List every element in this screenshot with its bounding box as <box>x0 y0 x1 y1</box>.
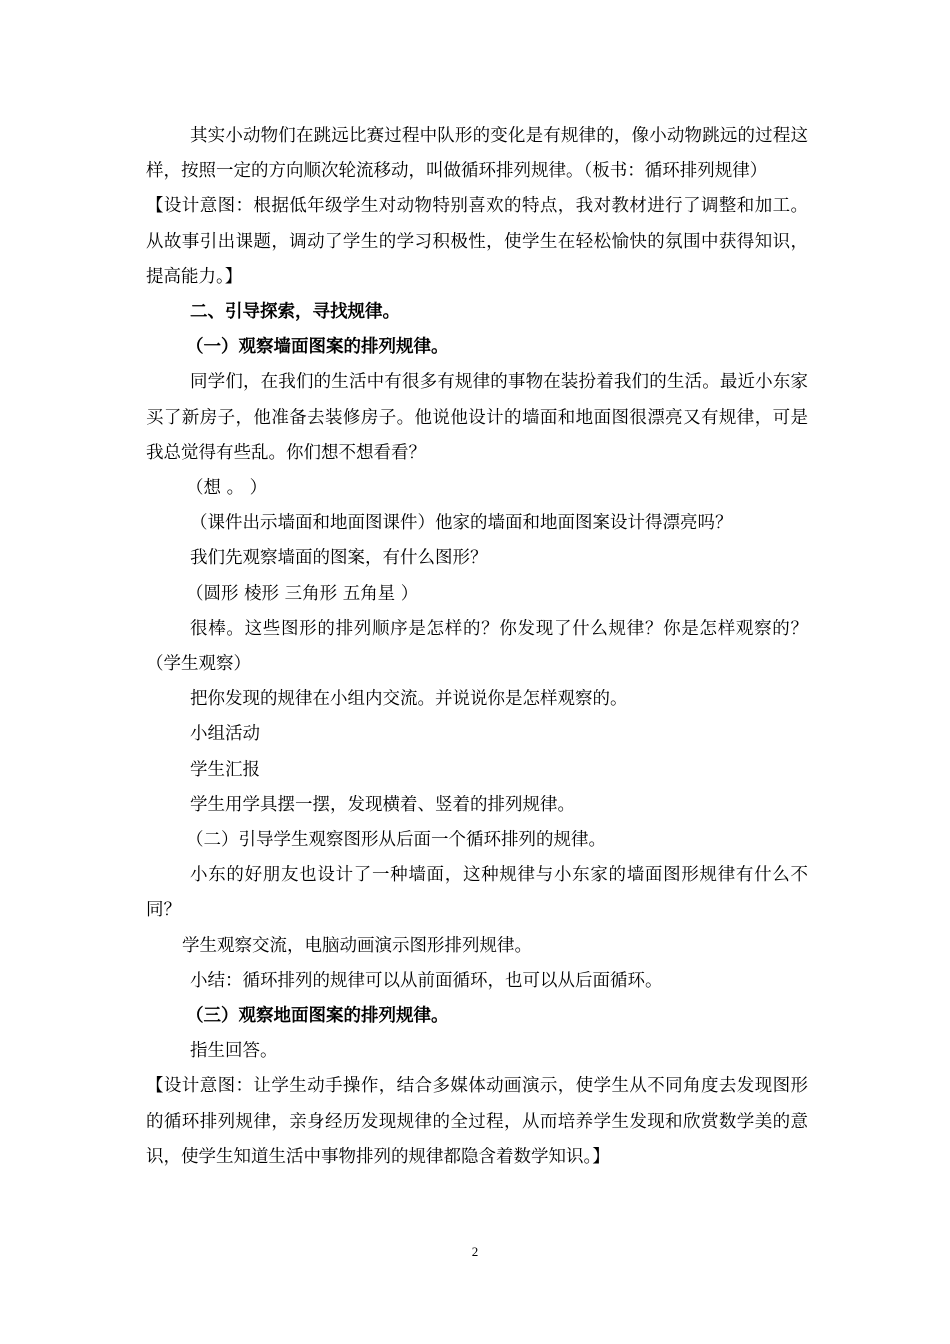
paragraph-design-intent-2: 【设计意图：让学生动手操作，结合多媒体动画演示，使学生从不同角度去发现图形的循环排列规律，亲身经历发现规律的全过程，从而培养学生发现和欣赏数学美的意识，使学生知道生活中事物排列的规律都隐含着数学知识。】 <box>146 1076 808 1167</box>
paragraph-intro: 同学们，在我们的生活中有很多有规律的事物在装扮着我们的生活。最近小东家买了新房子，他准备去装修房子。他说他设计的墙面和地面图很漂亮又有规律，可是我总觉得有些乱。你们想不想看看？ <box>146 372 808 463</box>
page-number: 2 <box>471 1244 479 1259</box>
paragraph-cycle-rule: 其实小动物们在跳远比赛过程中队形的变化是有规律的，像小动物跳远的过程这样，按照一定的方向顺次轮流移动，叫做循环排列规律。（板书：循环排列规律） <box>146 126 808 182</box>
subsection-heading-2: （二）引导学生观察图形从后面一个循环排列的规律。 <box>186 830 606 851</box>
paragraph-observe-wall: 我们先观察墙面的图案，有什么图形？ <box>190 548 488 569</box>
paragraph-shapes-answer: （圆形 棱形 三角形 五角星 ） <box>186 583 419 604</box>
paragraph-friend-design: 小东的好朋友也设计了一种墙面，这种规律与小东家的墙面图形规律有什么不同？ <box>146 865 808 921</box>
paragraph-group-share: 把你发现的规律在小组内交流。并说说你是怎样观察的。 <box>190 689 628 710</box>
paragraph-order-question: 很棒。这些图形的排列顺序是怎样的？你发现了什么规律？你是怎样观察的？（学生观察） <box>146 618 808 675</box>
subsection-heading-1: （一）观察墙面图案的排列规律。 <box>186 337 449 358</box>
section-heading-2: 二、引导探索，寻找规律。 <box>190 302 400 323</box>
paragraph-answer: 指生回答。 <box>190 1041 278 1062</box>
subsection-heading-3: （三）观察地面图案的排列规律。 <box>186 1006 449 1027</box>
paragraph-group-activity: 小组活动 <box>190 724 260 745</box>
paragraph-student-report: 学生汇报 <box>190 759 260 780</box>
paragraph-summary: 小结：循环排列的规律可以从前面循环，也可以从后面循环。 <box>190 970 663 991</box>
paragraph-answer-want: （想 。 ） <box>186 478 268 499</box>
paragraph-courseware: （课件出示墙面和地面图课件）他家的墙面和地面图案设计得漂亮吗？ <box>190 513 733 534</box>
paragraph-animation: 学生观察交流，电脑动画演示图形排列规律。 <box>182 935 532 956</box>
paragraph-manipulatives: 学生用学具摆一摆，发现横着、竖着的排列规律。 <box>190 794 575 815</box>
page-body <box>146 119 808 1175</box>
paragraph-design-intent-1: 【设计意图：根据低年级学生对动物特别喜欢的特点，我对教材进行了调整和加工。从故事引出课题，调动了学生的学习积极性，使学生在轻松愉快的氛围中获得知识，提高能力。】 <box>146 196 808 287</box>
